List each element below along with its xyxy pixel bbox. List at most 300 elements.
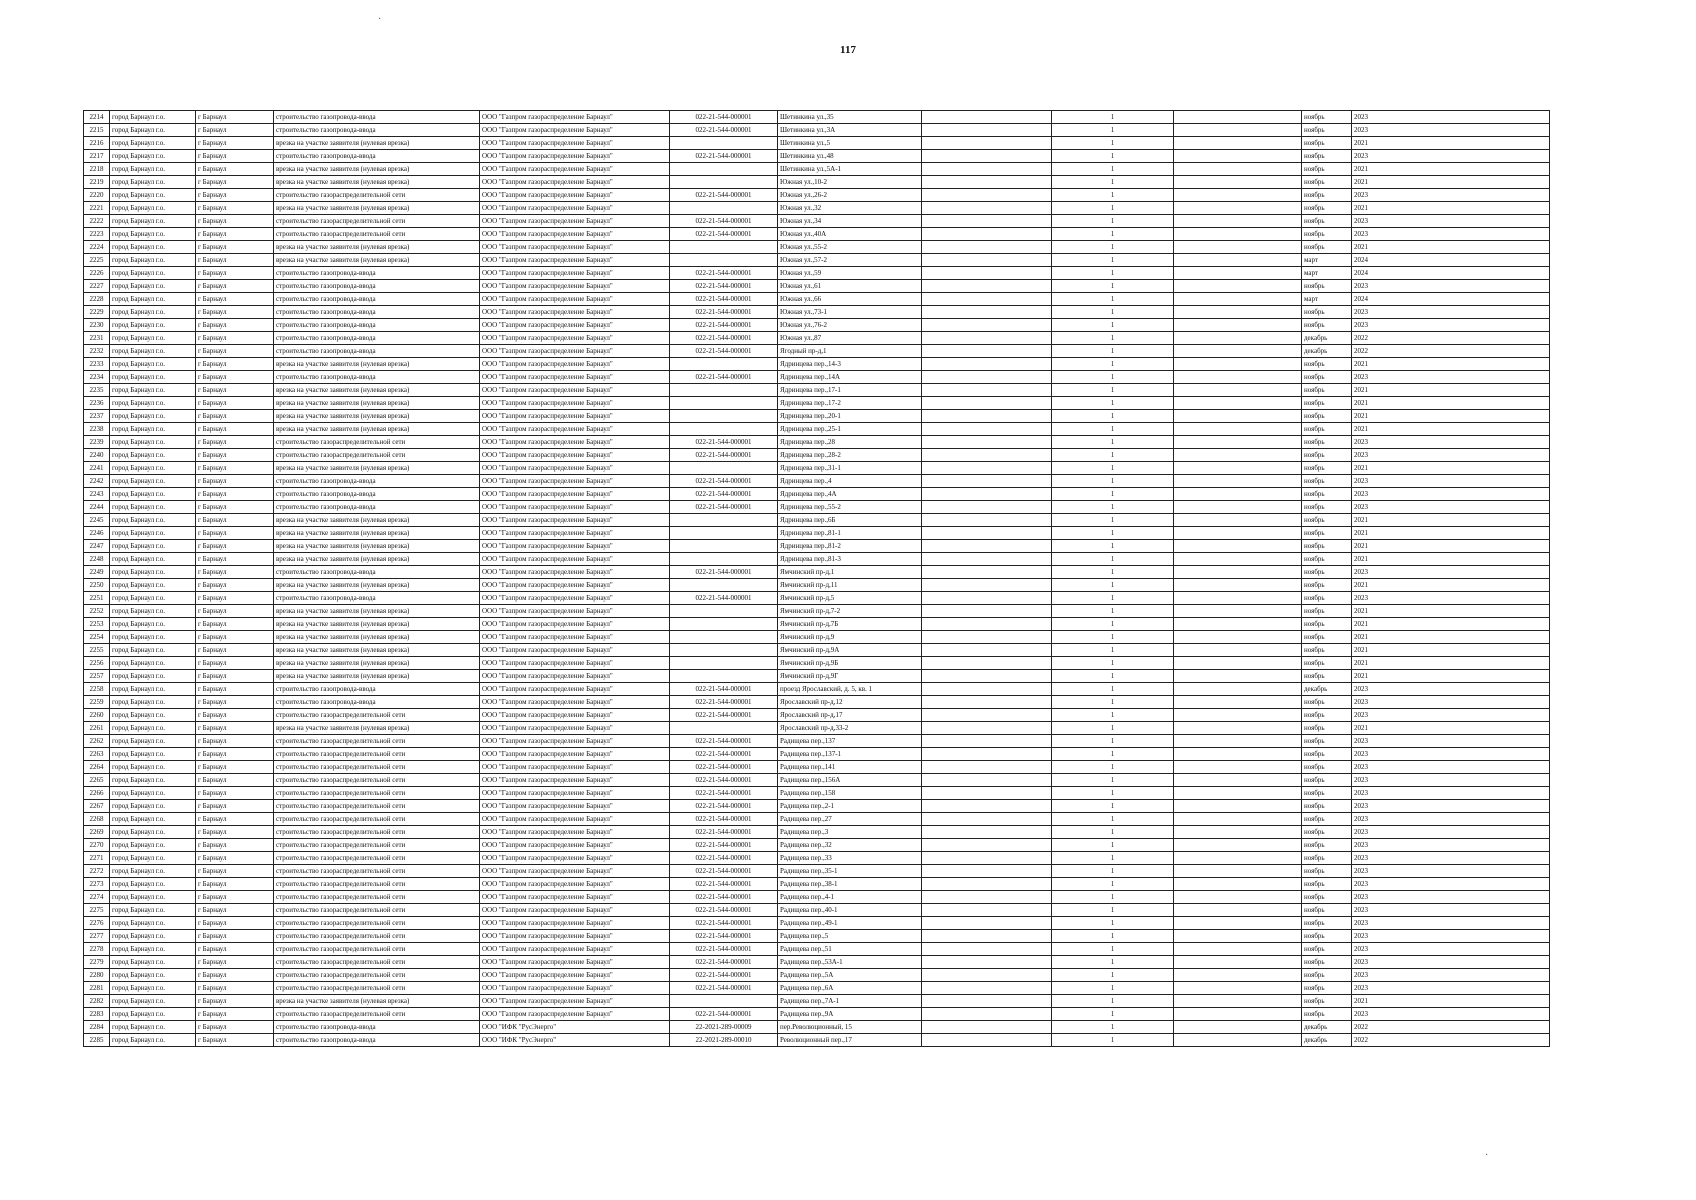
- table-cell: 1: [1052, 787, 1174, 800]
- table-cell: 2023: [1352, 696, 1550, 709]
- table-cell: 2021: [1352, 631, 1550, 644]
- table-cell: 2021: [1352, 618, 1550, 631]
- table-cell: г Барнаул: [196, 436, 274, 449]
- table-cell: декабрь: [1302, 332, 1352, 345]
- table-cell: город Барнаул г.о.: [110, 618, 196, 631]
- table-cell: ноябрь: [1302, 865, 1352, 878]
- table-cell: ООО "Газпром газораспределение Барнаул": [480, 696, 670, 709]
- table-cell: город Барнаул г.о.: [110, 280, 196, 293]
- table-cell: [1174, 488, 1302, 501]
- table-cell: [1174, 787, 1302, 800]
- table-cell: город Барнаул г.о.: [110, 774, 196, 787]
- table-row: [84, 852, 1550, 865]
- table-cell: 1: [1052, 566, 1174, 579]
- table-cell: [922, 254, 1052, 267]
- table-cell: г Барнаул: [196, 1034, 274, 1047]
- table-cell: 2023: [1352, 189, 1550, 202]
- table-cell: Ямчинский пр-д,5: [778, 592, 922, 605]
- table-cell: 2278: [84, 943, 110, 956]
- table-cell: Южная ул.,34: [778, 215, 922, 228]
- table-cell: врезка на участке заявителя (нулевая врезка): [274, 384, 480, 397]
- table-cell: Шетинкина ул.,5А-1: [778, 163, 922, 176]
- table-cell: [1174, 254, 1302, 267]
- table-cell: ООО "Газпром газораспределение Барнаул": [480, 384, 670, 397]
- table-cell: строительство газораспределительной сети: [274, 865, 480, 878]
- table-cell: ноябрь: [1302, 215, 1352, 228]
- table-cell: ноябрь: [1302, 488, 1352, 501]
- table-cell: г Барнаул: [196, 865, 274, 878]
- table-cell: строительство газораспределительной сети: [274, 982, 480, 995]
- table-cell: 1: [1052, 1008, 1174, 1021]
- table-cell: г Барнаул: [196, 722, 274, 735]
- table-cell: г Барнаул: [196, 449, 274, 462]
- table-row: [84, 501, 1550, 514]
- table-row: [84, 683, 1550, 696]
- table-cell: март: [1302, 254, 1352, 267]
- table-cell: [922, 644, 1052, 657]
- table-cell: город Барнаул г.о.: [110, 306, 196, 319]
- table-cell: [1174, 241, 1302, 254]
- table-cell: врезка на участке заявителя (нулевая врезка): [274, 137, 480, 150]
- table-cell: строительство газораспределительной сети: [274, 839, 480, 852]
- table-cell: Ямчинский пр-д,11: [778, 579, 922, 592]
- table-cell: [670, 254, 778, 267]
- table-cell: врезка на участке заявителя (нулевая врезка): [274, 657, 480, 670]
- table-row: [84, 839, 1550, 852]
- table-cell: [670, 384, 778, 397]
- table-cell: Шетинкина ул.,35: [778, 111, 922, 124]
- table-cell: 2023: [1352, 956, 1550, 969]
- table-cell: ООО "Газпром газораспределение Барнаул": [480, 683, 670, 696]
- table-cell: 1: [1052, 215, 1174, 228]
- table-cell: Южная ул.,66: [778, 293, 922, 306]
- table-cell: [1174, 969, 1302, 982]
- table-cell: Радищева пер.,4-1: [778, 891, 922, 904]
- table-cell: Южная ул.,76-2: [778, 319, 922, 332]
- table-cell: [1174, 150, 1302, 163]
- table-cell: ноябрь: [1302, 969, 1352, 982]
- table-cell: [922, 592, 1052, 605]
- table-cell: 2233: [84, 358, 110, 371]
- table-cell: ООО "Газпром газораспределение Барнаул": [480, 553, 670, 566]
- table-cell: строительство газопровода-ввода: [274, 111, 480, 124]
- table-cell: ноябрь: [1302, 605, 1352, 618]
- table-cell: 2023: [1352, 1008, 1550, 1021]
- table-cell: г Барнаул: [196, 787, 274, 800]
- table-cell: Ямчинский пр-д,7-2: [778, 605, 922, 618]
- table-cell: город Барнаул г.о.: [110, 605, 196, 618]
- table-cell: ноябрь: [1302, 761, 1352, 774]
- table-cell: 2218: [84, 163, 110, 176]
- table-cell: 022-21-544-000001: [670, 800, 778, 813]
- table-row: [84, 943, 1550, 956]
- table-cell: 2023: [1352, 566, 1550, 579]
- table-cell: 2022: [1352, 1021, 1550, 1034]
- table-cell: город Барнаул г.о.: [110, 813, 196, 826]
- table-cell: [670, 553, 778, 566]
- table-row: [84, 605, 1550, 618]
- table-cell: город Барнаул г.о.: [110, 514, 196, 527]
- table-cell: ноябрь: [1302, 176, 1352, 189]
- table-cell: г Барнаул: [196, 982, 274, 995]
- table-cell: [670, 670, 778, 683]
- table-cell: 2279: [84, 956, 110, 969]
- table-cell: ООО "Газпром газораспределение Барнаул": [480, 826, 670, 839]
- table-cell: 22-2021-289-00010: [670, 1034, 778, 1047]
- table-cell: 2023: [1352, 761, 1550, 774]
- table-cell: город Барнаул г.о.: [110, 1034, 196, 1047]
- table-cell: ООО "Газпром газораспределение Барнаул": [480, 111, 670, 124]
- table-cell: [922, 475, 1052, 488]
- table-cell: строительство газораспределительной сети: [274, 787, 480, 800]
- table-row: [84, 982, 1550, 995]
- table-cell: строительство газопровода-ввода: [274, 592, 480, 605]
- table-cell: 022-21-544-000001: [670, 956, 778, 969]
- table-cell: 1: [1052, 618, 1174, 631]
- table-cell: 2021: [1352, 410, 1550, 423]
- table-cell: г Барнаул: [196, 280, 274, 293]
- table-cell: [922, 514, 1052, 527]
- table-cell: 1: [1052, 956, 1174, 969]
- table-row: [84, 488, 1550, 501]
- table-cell: 2024: [1352, 293, 1550, 306]
- table-cell: 2023: [1352, 501, 1550, 514]
- table-cell: строительство газораспределительной сети: [274, 735, 480, 748]
- table-cell: [922, 800, 1052, 813]
- table-cell: [922, 839, 1052, 852]
- table-cell: строительство газопровода-ввода: [274, 150, 480, 163]
- table-cell: [922, 410, 1052, 423]
- table-cell: ООО "Газпром газораспределение Барнаул": [480, 215, 670, 228]
- table-cell: ООО "Газпром газораспределение Барнаул": [480, 319, 670, 332]
- table-row: [84, 865, 1550, 878]
- table-cell: [1174, 696, 1302, 709]
- table-cell: 2023: [1352, 930, 1550, 943]
- table-cell: [922, 774, 1052, 787]
- table-cell: ООО "Газпром газораспределение Барнаул": [480, 137, 670, 150]
- table-cell: 2021: [1352, 644, 1550, 657]
- table-cell: 022-21-544-000001: [670, 709, 778, 722]
- table-cell: ООО "Газпром газораспределение Барнаул": [480, 891, 670, 904]
- table-cell: 022-21-544-000001: [670, 839, 778, 852]
- table-cell: 2285: [84, 1034, 110, 1047]
- table-cell: ноябрь: [1302, 579, 1352, 592]
- table-cell: г Барнаул: [196, 1021, 274, 1034]
- table-cell: город Барнаул г.о.: [110, 449, 196, 462]
- table-cell: 2240: [84, 449, 110, 462]
- table-cell: ноябрь: [1302, 657, 1352, 670]
- table-cell: ноябрь: [1302, 319, 1352, 332]
- table-cell: [1174, 956, 1302, 969]
- table-cell: [922, 605, 1052, 618]
- table-cell: [1174, 852, 1302, 865]
- table-cell: 2023: [1352, 891, 1550, 904]
- table-cell: [922, 865, 1052, 878]
- table-cell: [1174, 371, 1302, 384]
- table-row: [84, 176, 1550, 189]
- table-cell: 022-21-544-000001: [670, 228, 778, 241]
- table-cell: Ядринцева пер.,81-1: [778, 527, 922, 540]
- table-row: [84, 449, 1550, 462]
- table-cell: 2271: [84, 852, 110, 865]
- table-cell: [922, 436, 1052, 449]
- table-cell: ноябрь: [1302, 917, 1352, 930]
- table-cell: Радищева пер.,3: [778, 826, 922, 839]
- table-cell: г Барнаул: [196, 852, 274, 865]
- table-cell: 2224: [84, 241, 110, 254]
- table-cell: 022-21-544-000001: [670, 449, 778, 462]
- table-cell: г Барнаул: [196, 579, 274, 592]
- table-cell: г Барнаул: [196, 475, 274, 488]
- table-cell: ООО "Газпром газораспределение Барнаул": [480, 605, 670, 618]
- table-cell: врезка на участке заявителя (нулевая врезка): [274, 358, 480, 371]
- table-cell: 1: [1052, 345, 1174, 358]
- table-cell: город Барнаул г.о.: [110, 969, 196, 982]
- page-number: 117: [840, 44, 856, 56]
- table-cell: строительство газораспределительной сети: [274, 709, 480, 722]
- table-cell: город Барнаул г.о.: [110, 241, 196, 254]
- table-cell: 2248: [84, 553, 110, 566]
- table-cell: 022-21-544-000001: [670, 683, 778, 696]
- table-cell: 2266: [84, 787, 110, 800]
- table-row: [84, 540, 1550, 553]
- table-cell: г Барнаул: [196, 423, 274, 436]
- table-cell: ноябрь: [1302, 982, 1352, 995]
- table-cell: Радищева пер.,7А-1: [778, 995, 922, 1008]
- table-cell: [922, 969, 1052, 982]
- table-cell: ООО "Газпром газораспределение Барнаул": [480, 930, 670, 943]
- table-row: [84, 709, 1550, 722]
- table-cell: 1: [1052, 475, 1174, 488]
- table-cell: г Барнаул: [196, 605, 274, 618]
- table-cell: врезка на участке заявителя (нулевая врезка): [274, 410, 480, 423]
- table-cell: [1174, 813, 1302, 826]
- table-cell: [922, 943, 1052, 956]
- table-cell: 2235: [84, 384, 110, 397]
- table-cell: ООО "Газпром газораспределение Барнаул": [480, 982, 670, 995]
- table-cell: [922, 930, 1052, 943]
- table-cell: Радищева пер.,27: [778, 813, 922, 826]
- table-cell: г Барнаул: [196, 111, 274, 124]
- table-cell: [1174, 579, 1302, 592]
- table-cell: 022-21-544-000001: [670, 735, 778, 748]
- table-cell: [922, 1021, 1052, 1034]
- table-row: [84, 293, 1550, 306]
- table-cell: 2023: [1352, 748, 1550, 761]
- table-cell: ноябрь: [1302, 241, 1352, 254]
- table-row: [84, 930, 1550, 943]
- table-cell: [1174, 1034, 1302, 1047]
- table-cell: ООО "Газпром газораспределение Барнаул": [480, 150, 670, 163]
- table-cell: г Барнаул: [196, 592, 274, 605]
- table-cell: Ядринцева пер.,17-2: [778, 397, 922, 410]
- table-cell: 2023: [1352, 865, 1550, 878]
- table-cell: [1174, 670, 1302, 683]
- table-cell: город Барнаул г.о.: [110, 826, 196, 839]
- table-cell: ООО "Газпром газораспределение Барнаул": [480, 176, 670, 189]
- table-cell: 2021: [1352, 579, 1550, 592]
- table-cell: город Барнаул г.о.: [110, 332, 196, 345]
- table-cell: ноябрь: [1302, 202, 1352, 215]
- table-cell: г Барнаул: [196, 410, 274, 423]
- table-cell: 22-2021-289-00009: [670, 1021, 778, 1034]
- table-row: [84, 878, 1550, 891]
- table-cell: [670, 722, 778, 735]
- table-row: [84, 306, 1550, 319]
- table-cell: 2223: [84, 228, 110, 241]
- table-cell: [670, 657, 778, 670]
- table-cell: декабрь: [1302, 1021, 1352, 1034]
- table-cell: [1174, 904, 1302, 917]
- table-cell: г Барнаул: [196, 514, 274, 527]
- table-cell: 2244: [84, 501, 110, 514]
- table-cell: [1174, 436, 1302, 449]
- table-cell: врезка на участке заявителя (нулевая врезка): [274, 397, 480, 410]
- table-cell: город Барнаул г.о.: [110, 501, 196, 514]
- table-cell: 2021: [1352, 397, 1550, 410]
- table-cell: 2023: [1352, 982, 1550, 995]
- table-cell: [922, 306, 1052, 319]
- table-cell: 2023: [1352, 319, 1550, 332]
- table-row: [84, 189, 1550, 202]
- table-cell: 2251: [84, 592, 110, 605]
- table-cell: строительство газопровода-ввода: [274, 501, 480, 514]
- table-cell: [922, 293, 1052, 306]
- table-row: [84, 137, 1550, 150]
- table-cell: [1174, 397, 1302, 410]
- table-row: [84, 254, 1550, 267]
- table-cell: 1: [1052, 1034, 1174, 1047]
- table-cell: 022-21-544-000001: [670, 280, 778, 293]
- table-cell: строительство газопровода-ввода: [274, 306, 480, 319]
- table-cell: [670, 423, 778, 436]
- table-cell: 1: [1052, 852, 1174, 865]
- table-cell: г Барнаул: [196, 1008, 274, 1021]
- table-cell: [1174, 332, 1302, 345]
- table-cell: г Барнаул: [196, 813, 274, 826]
- table-cell: ООО "Газпром газораспределение Барнаул": [480, 618, 670, 631]
- table-cell: город Барнаул г.о.: [110, 670, 196, 683]
- table-cell: 1: [1052, 774, 1174, 787]
- table-cell: город Барнаул г.о.: [110, 163, 196, 176]
- table-cell: ООО "Газпром газораспределение Барнаул": [480, 423, 670, 436]
- table-cell: 2021: [1352, 358, 1550, 371]
- table-cell: город Барнаул г.о.: [110, 1008, 196, 1021]
- table-cell: город Барнаул г.о.: [110, 540, 196, 553]
- table-cell: [922, 267, 1052, 280]
- table-cell: строительство газопровода-ввода: [274, 332, 480, 345]
- table-cell: Радищева пер.,9А: [778, 1008, 922, 1021]
- table-cell: [1174, 891, 1302, 904]
- table-cell: г Барнаул: [196, 358, 274, 371]
- table-cell: город Барнаул г.о.: [110, 371, 196, 384]
- table-cell: Ямчинский пр-д,7Б: [778, 618, 922, 631]
- table-cell: [922, 280, 1052, 293]
- table-cell: г Барнаул: [196, 800, 274, 813]
- table-cell: ноябрь: [1302, 501, 1352, 514]
- table-cell: 022-21-544-000001: [670, 189, 778, 202]
- table-cell: строительство газораспределительной сети: [274, 826, 480, 839]
- table-cell: [1174, 943, 1302, 956]
- table-cell: город Барнаул г.о.: [110, 228, 196, 241]
- table-cell: город Барнаул г.о.: [110, 397, 196, 410]
- table-row: [84, 735, 1550, 748]
- table-cell: [1174, 878, 1302, 891]
- table-cell: Радищева пер.,38-1: [778, 878, 922, 891]
- table-cell: строительство газораспределительной сети: [274, 774, 480, 787]
- table-cell: ООО "Газпром газораспределение Барнаул": [480, 462, 670, 475]
- table-cell: 1: [1052, 423, 1174, 436]
- table-cell: 022-21-544-000001: [670, 761, 778, 774]
- table-cell: [670, 358, 778, 371]
- table-cell: врезка на участке заявителя (нулевая врезка): [274, 514, 480, 527]
- table-cell: ООО "Газпром газораспределение Барнаул": [480, 293, 670, 306]
- table-cell: [1174, 618, 1302, 631]
- table-cell: строительство газопровода-ввода: [274, 566, 480, 579]
- table-cell: [1174, 475, 1302, 488]
- table-cell: строительство газораспределительной сети: [274, 813, 480, 826]
- table-cell: врезка на участке заявителя (нулевая врезка): [274, 241, 480, 254]
- table-cell: [1174, 865, 1302, 878]
- table-cell: строительство газораспределительной сети: [274, 917, 480, 930]
- table-cell: [922, 579, 1052, 592]
- table-row: [84, 644, 1550, 657]
- table-cell: [922, 228, 1052, 241]
- table-cell: 2021: [1352, 995, 1550, 1008]
- table-cell: г Барнаул: [196, 696, 274, 709]
- table-cell: город Барнаул г.о.: [110, 995, 196, 1008]
- table-cell: город Барнаул г.о.: [110, 631, 196, 644]
- table-row: [84, 891, 1550, 904]
- table-cell: Шетинкина ул.,48: [778, 150, 922, 163]
- table-cell: 2229: [84, 306, 110, 319]
- table-cell: 1: [1052, 514, 1174, 527]
- table-cell: [1174, 124, 1302, 137]
- table-cell: ООО "Газпром газораспределение Барнаул": [480, 371, 670, 384]
- table-cell: Ядринцева пер.,31-1: [778, 462, 922, 475]
- table-cell: Ядринцева пер.,17-1: [778, 384, 922, 397]
- table-cell: г Барнаул: [196, 826, 274, 839]
- table-cell: г Барнаул: [196, 995, 274, 1008]
- table-cell: 1: [1052, 241, 1174, 254]
- table-cell: Ядринцева пер.,14А: [778, 371, 922, 384]
- table-cell: строительство газопровода-ввода: [274, 293, 480, 306]
- table-cell: г Барнаул: [196, 488, 274, 501]
- table-cell: 1: [1052, 904, 1174, 917]
- table-cell: Ямчинский пр-д,1: [778, 566, 922, 579]
- table-cell: 022-21-544-000001: [670, 293, 778, 306]
- table-cell: 2021: [1352, 540, 1550, 553]
- table-cell: ООО "ИФК "РусЭнерго": [480, 1021, 670, 1034]
- table-cell: 022-21-544-000001: [670, 774, 778, 787]
- scan-mark: ·: [1485, 1150, 1489, 1161]
- table-cell: г Барнаул: [196, 956, 274, 969]
- table-cell: 022-21-544-000001: [670, 826, 778, 839]
- table-cell: [1174, 1021, 1302, 1034]
- table-cell: 1: [1052, 501, 1174, 514]
- table-cell: ноябрь: [1302, 540, 1352, 553]
- table-cell: 1: [1052, 137, 1174, 150]
- table-cell: ООО "Газпром газораспределение Барнаул": [480, 670, 670, 683]
- table-cell: 2021: [1352, 176, 1550, 189]
- table-cell: 2023: [1352, 904, 1550, 917]
- table-cell: 2242: [84, 475, 110, 488]
- table-cell: ООО "Газпром газораспределение Барнаул": [480, 722, 670, 735]
- table-cell: [922, 150, 1052, 163]
- table-cell: г Барнаул: [196, 748, 274, 761]
- table-cell: строительство газораспределительной сети: [274, 943, 480, 956]
- table-cell: город Барнаул г.о.: [110, 917, 196, 930]
